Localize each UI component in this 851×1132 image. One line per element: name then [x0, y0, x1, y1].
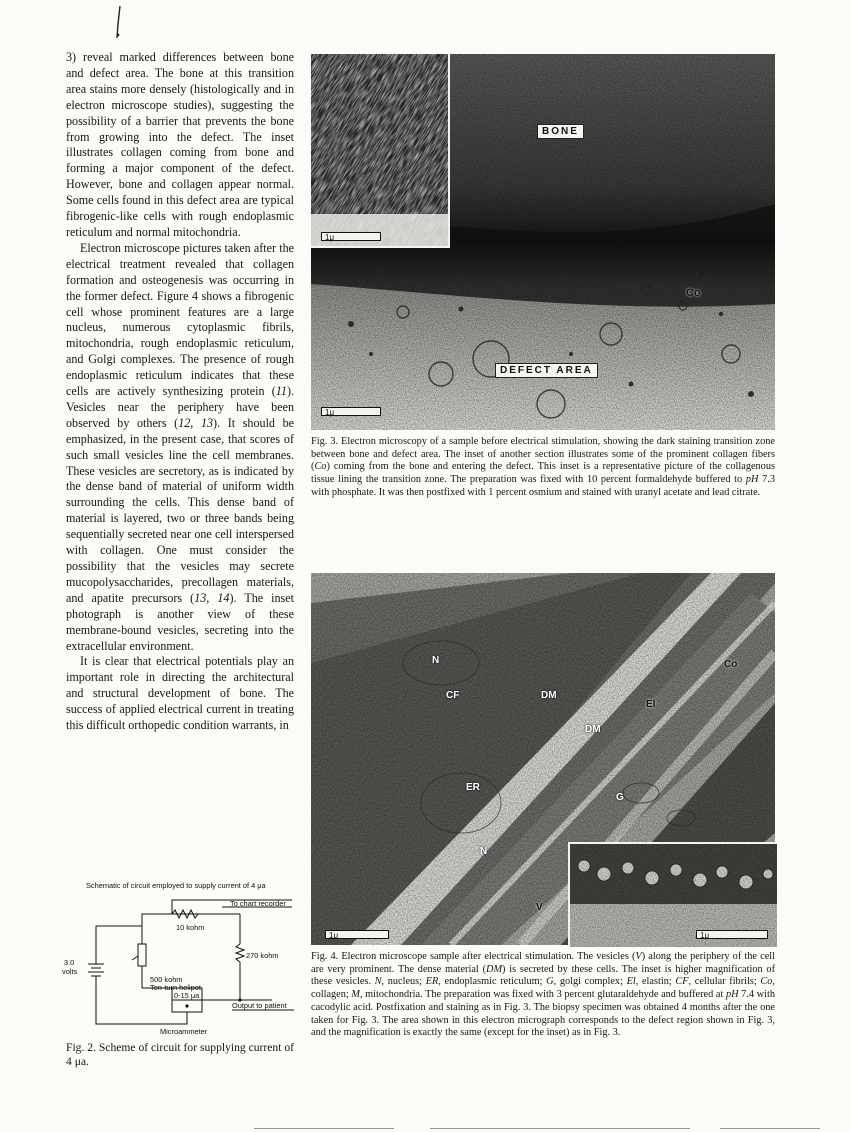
- resistor-10k-label: 10 kohm: [176, 923, 205, 932]
- figure4-label-el: El: [646, 699, 656, 710]
- figure4-label-g: G: [616, 792, 624, 803]
- figure3-label-co: Co: [686, 287, 701, 299]
- figure4-caption: Fig. 4. Electron microscope sample after electrical stimulation. The vesicles (V) along the periphery of the cell are very prominent. The dense material (DM) is secreted by these cells. The inset is higher magnification of these vesicles. N, nucleus; ER, endoplasmic reticulum; G, golgi complex; El, elastin; CF, cellular fibrils; Co, collagen; M, mitochondria. The preparation was fixed with 3 percent glutaraldehyde and buffered at pH 7.4 with cacodylic acid. Postfixation and staining as in Fig. 3. The biopsy specimen was obtained 4 months after the one taken for Fig. 3. The area shown in this electron micrograph corresponds to the defect region shown in Fig. 3, and the magnification is exactly the same (except for the inset) as in Fig. 3.: [311, 951, 775, 1039]
- figure3-inset: [311, 54, 450, 248]
- circuit-diagram: [62, 878, 298, 1038]
- figure3-scale-bar: 1μ: [321, 407, 381, 416]
- figure3-inset-scale-bar: 1μ: [321, 232, 381, 241]
- figure2-circuit-schematic: [62, 878, 298, 1038]
- meter-name-label: Microammeter: [160, 1027, 208, 1036]
- figure3-inset-texture: [311, 54, 448, 246]
- article-body: [66, 50, 294, 734]
- figure3-label-bone: BONE: [537, 124, 584, 139]
- paragraph-1: 3) reveal marked differences between bone and defect area. The bone at this transition area stains more densely (histologically and in electron microscope studies), suggesting the possibility of a barrier that prevents the bone from growing into the defect. The inset illustrates collagen coming from bone and forming a major component of the defect. However, bone and collagen appear normal. Some cells found in this defect area are typical fibrogenic-like cells with rough endoplasmic reticulum and normal mitochondria.: [66, 50, 294, 239]
- figure4-label-dm-1: DM: [541, 690, 557, 701]
- citation: 12, 13: [178, 415, 214, 430]
- figure4-label-v: V: [536, 902, 543, 913]
- figure4-label-dm-2: DM: [585, 724, 601, 735]
- output-label: Output to patient: [232, 1001, 287, 1010]
- pot-type-label: Ten-turn helipot: [150, 983, 201, 992]
- figure2-caption: Fig. 2. Scheme of circuit for supplying current of 4 μa.: [66, 1041, 294, 1068]
- bottom-rule: [430, 1128, 690, 1129]
- figure4-label-cf: CF: [446, 690, 460, 701]
- figure4-scale-bar: 1μ: [325, 930, 389, 939]
- figure4-label-n-top: N: [432, 655, 440, 666]
- paragraph-2: Electron microscope pictures taken after the electrical treatment revealed that collagen formation and osteogenesis was occurring in the former defect. Figure 4 shows a fibrogenic cell whose prominent features are a large nucleus, numerous cytoplasmic fibrils, mitochondria, rough endoplasmic reticulum, and Golgi complexes. The presence of rough endoplasmic reticulum indicates that these cells are actively synthesizing protein (11). Vesicles near the periphery have been observed by others (12, 13). It should be emphasized, in the present case, that scores of such small vesicles line the cell membranes. These vesicles are secretory, as is indicated by the dense band of material of uniform width surrounding the cells. This dense band of material is layered, two or three bands being sequentially secreted near one cell interspersed with collagen. One must consider the possibility that the vesicles may secrete mucopolysaccharides, precollagen materials, and apatite precursors (13, 14). The inset photograph is another view of these membrane-bound vesicles, secreting into the extracellular environment.: [66, 240, 295, 653]
- battery-unit-label: volts: [62, 967, 78, 976]
- meter-range-label: 0-15 μa: [174, 991, 200, 1000]
- bottom-rule: [720, 1128, 820, 1129]
- chart-recorder-label: To chart recorder: [230, 899, 286, 908]
- battery-voltage-label: 3.0: [64, 958, 75, 967]
- figure4-label-n-bottom: N: [480, 846, 488, 857]
- schematic-title: Schematic of circuit employed to supply current of 4 μa: [86, 881, 266, 890]
- figure4-inset-scale-bar: 1μ: [696, 930, 768, 939]
- citation: 11: [275, 384, 287, 399]
- figure3-caption: Fig. 3. Electron microscopy of a sample before electrical stimulation, showing the dark staining transition zone between bone and defect area. The inset of another section illustrates some of the prominent collagen fibers (Co) coming from the bone and entering the defect. This inset is a representative picture of the collagenous tissue lining the transition zone. The preparation was fixed with 10 percent formaldehyde buffered to pH 7.3 with phosphate. It was then postfixed with 1 percent osmium and stained with uranyl acetate and lead citrate.: [311, 436, 775, 498]
- pot-value-label: 500 kohm: [150, 975, 183, 984]
- bottom-rule: [254, 1128, 394, 1129]
- figure4-label-co: Co: [724, 659, 738, 670]
- citation: 13, 14: [194, 590, 230, 605]
- figure4-label-er: ER: [466, 782, 480, 793]
- paragraph-3: It is clear that electrical potentials play an important role in directing the architectural and structural development of bone. The success of applied electrical current in treating this difficult orthopedic condition warrants, in: [66, 654, 294, 733]
- figure3-label-defect: DEFECT AREA: [495, 363, 598, 378]
- resistor-270k-label: 270 kohm: [246, 951, 279, 960]
- pen-mark: [112, 4, 126, 47]
